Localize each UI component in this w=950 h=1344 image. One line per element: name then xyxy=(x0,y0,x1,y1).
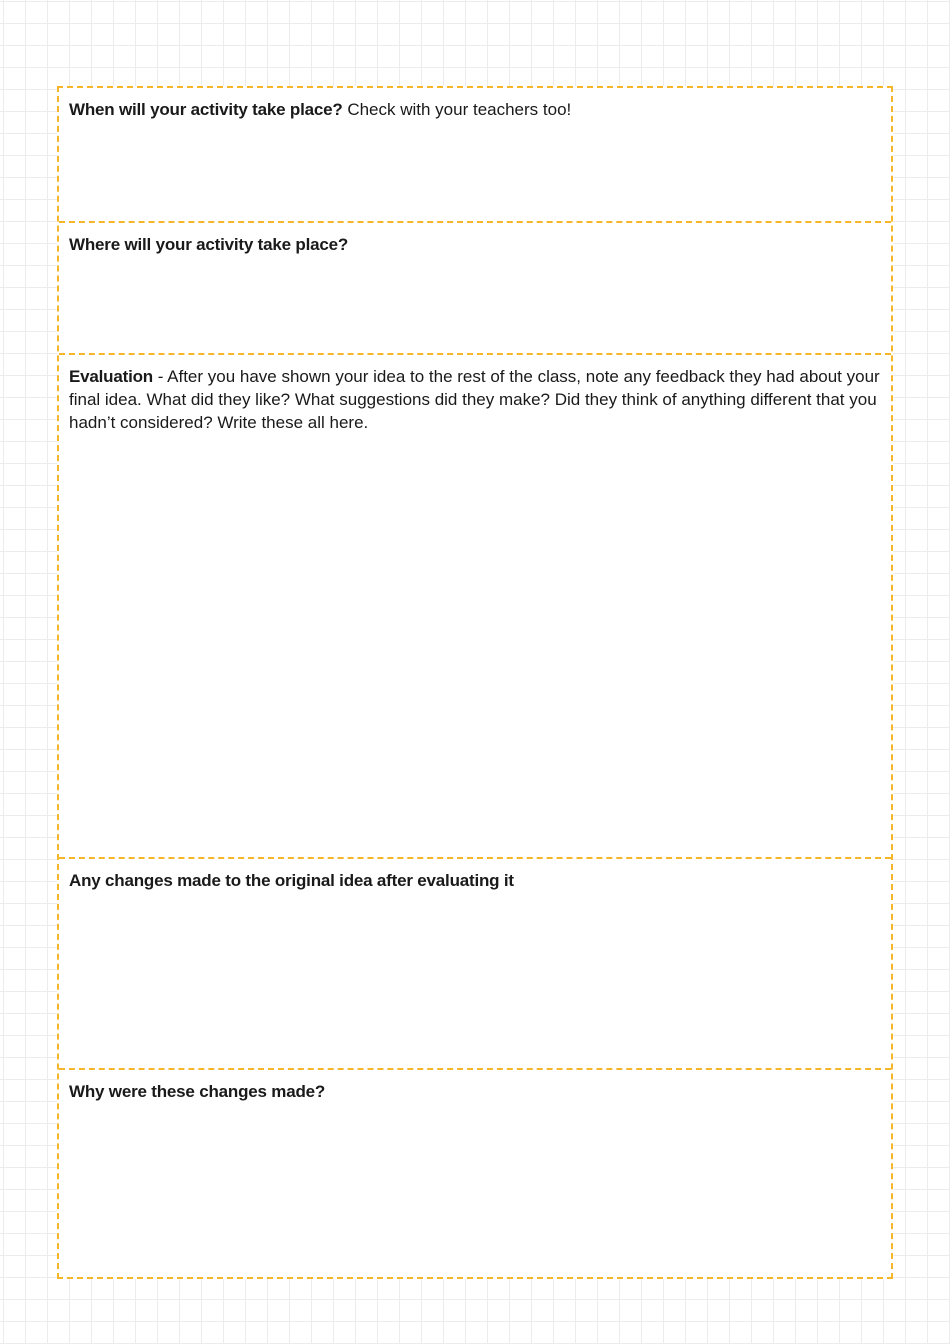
worksheet-form xyxy=(57,86,893,1279)
when-hint: Check with your teachers too! xyxy=(342,100,572,119)
evaluation-label: Evaluation xyxy=(69,367,153,386)
where-label: Where will your activity take place? xyxy=(69,235,349,254)
evaluation-instructions: - After you have shown your idea to the rest of the class, note any feedback they had about your final idea. What did they like? What suggestions did they make? Did they think of anything different that you hadn’t considered? Write these all here. xyxy=(69,367,880,432)
why-changes-section[interactable] xyxy=(59,1068,891,1279)
when-label: When will your activity take place? xyxy=(69,100,343,119)
when-section[interactable] xyxy=(59,88,891,221)
why-changes-label: Why were these changes made? xyxy=(69,1082,326,1101)
evaluation-section[interactable] xyxy=(59,353,891,857)
changes-section[interactable] xyxy=(59,857,891,1068)
changes-label: Any changes made to the original idea after evaluating it xyxy=(69,871,514,890)
where-section[interactable] xyxy=(59,221,891,353)
